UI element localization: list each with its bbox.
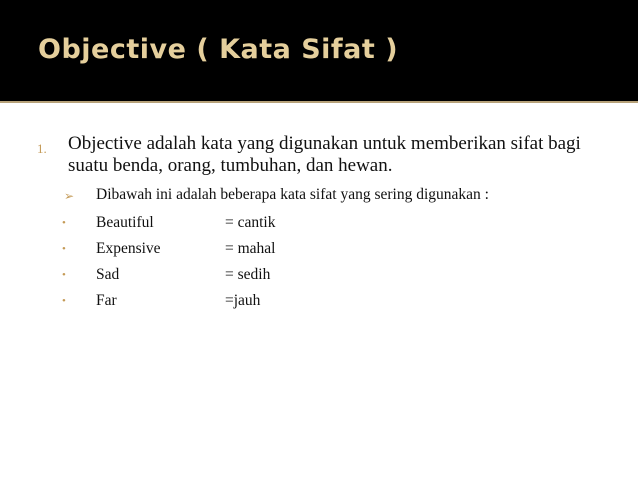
vocab-word: Beautiful — [96, 214, 154, 231]
bullet-icon: • — [62, 295, 66, 307]
vocab-row — [0, 240, 638, 260]
vocab-word: Far — [96, 292, 117, 309]
bullet-icon: • — [62, 217, 66, 229]
vocab-row — [0, 214, 638, 234]
vocab-word: Expensive — [96, 240, 161, 257]
list-number: 1. — [37, 141, 47, 156]
vocab-row — [0, 266, 638, 286]
vocab-meaning: =jauh — [225, 292, 261, 309]
vocab-meaning: = mahal — [225, 240, 276, 257]
vocab-row — [0, 292, 638, 312]
sub-intro-text: Dibawah ini adalah beberapa kata sifat yang sering digunakan : — [96, 186, 489, 203]
slide-title: Objective ( Kata Sifat ) — [38, 34, 399, 65]
arrow-bullet-icon: ➢ — [64, 189, 75, 203]
vocab-meaning: = cantik — [225, 214, 276, 231]
bullet-icon: • — [62, 269, 66, 281]
bullet-icon: • — [62, 243, 66, 255]
vocab-word: Sad — [96, 266, 120, 283]
definition-paragraph: Objective adalah kata yang digunakan untuk memberikan sifat bagi suatu benda, orang, tumbuhan, dan hewan. — [68, 133, 581, 176]
vocab-meaning: = sedih — [225, 266, 271, 283]
